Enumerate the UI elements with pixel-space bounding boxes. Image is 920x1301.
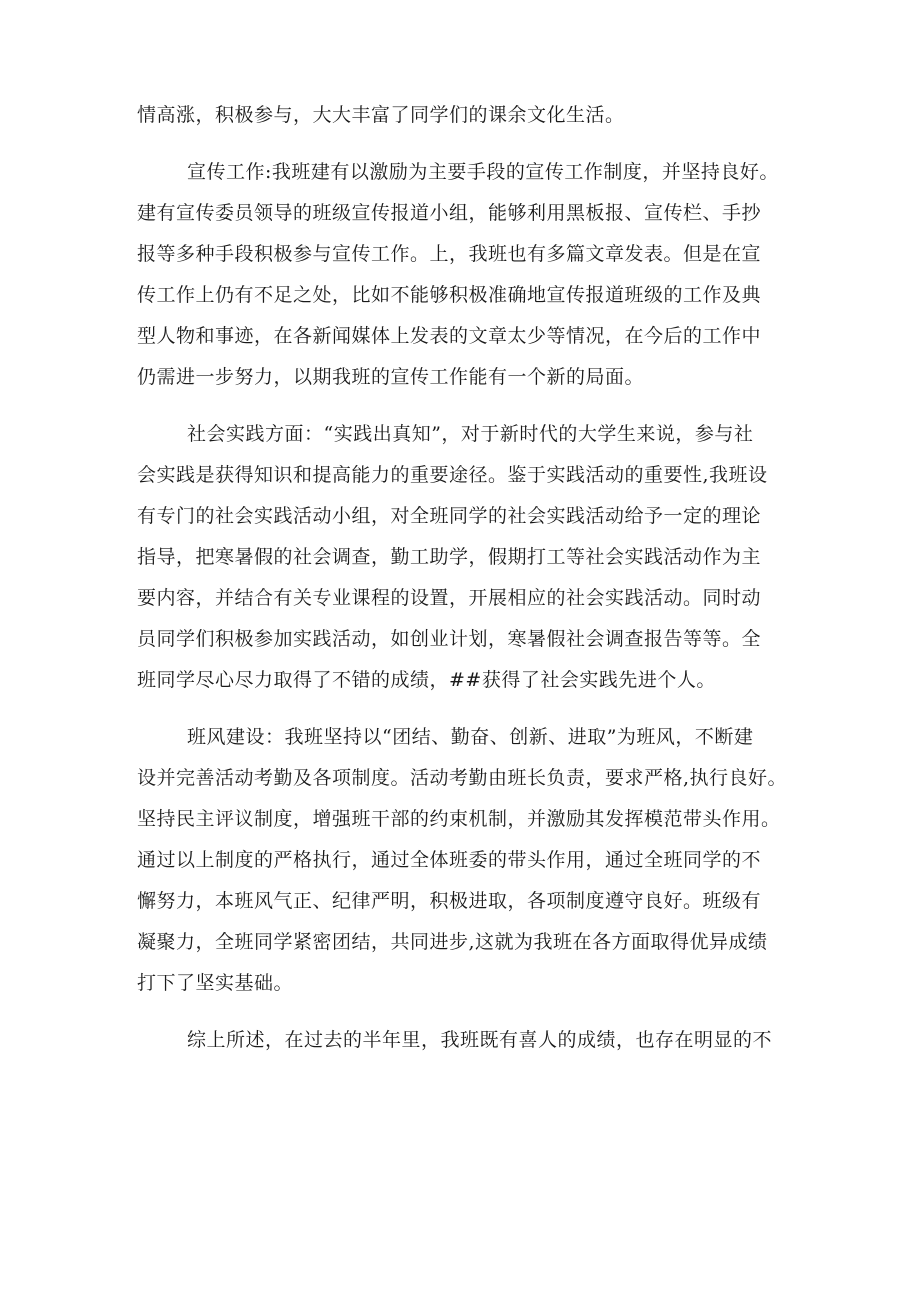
paragraph-class-style [137,717,797,1004]
text-line: 员同学们积极参加实践活动，如创业计划，寒暑假社会调查报告等等。全 [137,628,762,650]
text-line: 综上所述，在过去的半年里，我班既有喜人的成绩，也存在明显的不 [187,1029,773,1051]
text-line: 仍需进一步努力，以期我班的宣传工作能有一个新的局面。 [137,366,645,388]
text-line: 设并完善活动考勤及各项制度。活动考勤由班长负责，要求严格,执行良好。 [137,767,788,789]
text-line: 打下了坚实基础。 [137,972,294,994]
paragraph-spacing [137,136,797,152]
text-line: 传工作上仍有不足之处，比如不能够积极准确地宣传报道班级的工作及典 [137,284,762,306]
text-line: 坚持民主评议制度，增强班干部的约束机制，并激励其发挥模范带头作用。 [137,808,781,830]
text-line: 社会实践方面：“实践出真知”，对于新时代的大学生来说，参与社 [187,423,754,445]
text-line: 凝聚力，全班同学紧密团结，共同进步,这就为我班在各方面取得优异成绩 [137,931,768,953]
text-line: 报等多种手段积极参与宣传工作。上，我班也有多篇文章发表。但是在宣 [137,243,762,265]
text-line: 要内容，并结合有关专业课程的设置，开展相应的社会实践活动。同时动 [137,587,762,609]
paragraph-social-practice [137,414,797,701]
paragraph-publicity-work [137,152,797,398]
text-line: 通过以上制度的严格执行，通过全体班委的带头作用，通过全班同学的不 [137,849,762,871]
paragraph-spacing [137,701,797,717]
paragraph-spacing [137,398,797,414]
paragraph-spacing [137,1004,797,1020]
text-line: 型人物和事迹，在各新闻媒体上发表的文章太少等情况，在今后的工作中 [137,325,762,347]
text-line: 宣传工作:我班建有以激励为主要手段的宣传工作制度，并坚持良好。 [187,161,779,183]
text-line: 懈努力，本班风气正、纪律严明，积极进取，各项制度遵守良好。班级有 [137,890,762,912]
text-line: 有专门的社会实践活动小组，对全班同学的社会实践活动给予一定的理论 [137,505,762,527]
text-line: 会实践是获得知识和提高能力的重要途径。鉴于实践活动的重要性,我班设 [137,464,768,486]
text-line: 班同学尽心尽力取得了不错的成绩，##获得了社会实践先进个人。 [137,669,716,691]
text-line: 班风建设：我班坚持以“团结、勤奋、创新、进取”为班风，不断建 [187,726,754,748]
text-line: 建有宣传委员领导的班级宣传报道小组，能够利用黑板报、宣传栏、手抄 [137,202,762,224]
paragraph-opening-continuation [137,95,797,136]
document-body [137,95,797,1061]
text-line: 指导，把寒暑假的社会调查，勤工助学，假期打工等社会实践活动作为主 [137,546,762,568]
text-line: 情高涨，积极参与，大大丰富了同学们的课余文化生活。 [137,104,625,126]
paragraph-summary [137,1020,797,1061]
